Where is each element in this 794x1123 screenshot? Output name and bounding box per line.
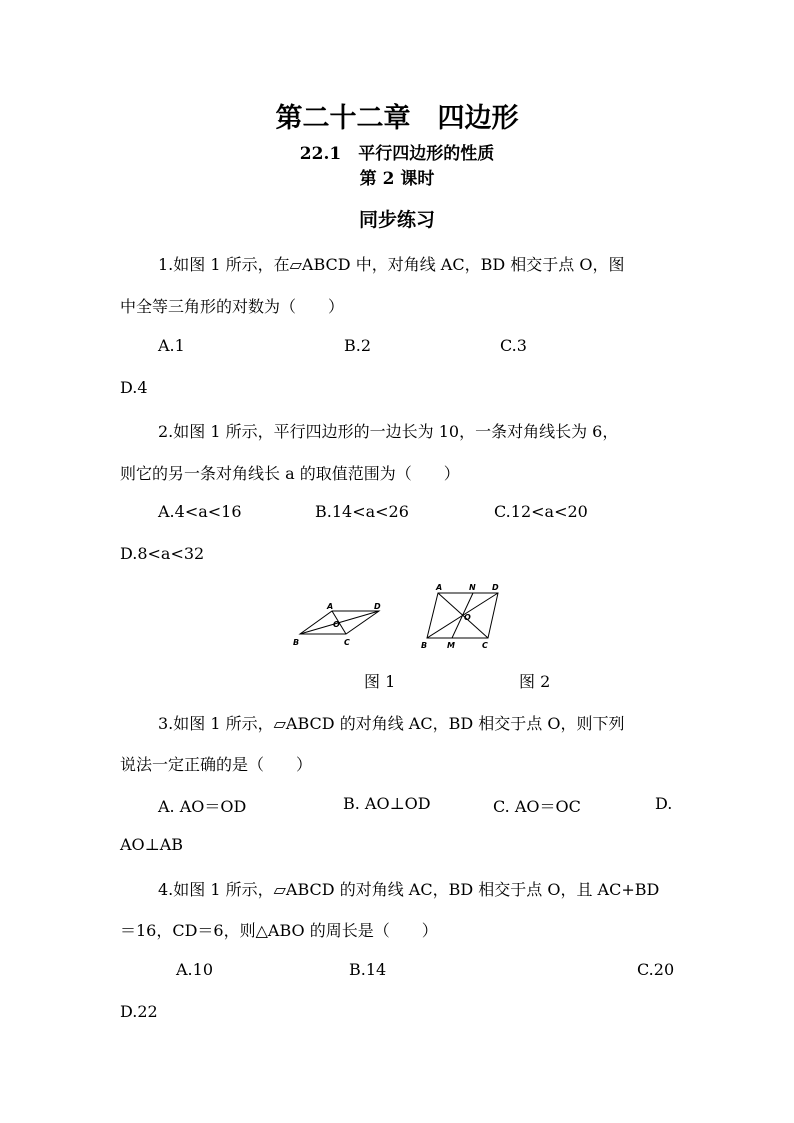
figure-2-label-o: O bbox=[464, 613, 471, 622]
question-1-option-a: A.1 bbox=[158, 336, 185, 355]
figure-1-label-d: D bbox=[374, 602, 381, 611]
figure-2-parallelogram bbox=[418, 582, 508, 652]
figure-1-caption: 图 1 bbox=[364, 672, 396, 691]
figure-2-label-n: N bbox=[469, 583, 476, 592]
figure-1-label-b: B bbox=[293, 638, 300, 647]
question-4-option-c: C.20 bbox=[637, 960, 675, 979]
question-3-line-1: 3.如图 1 所示，▱ABCD 的对角线 AC，BD 相交于点 O，则下列 bbox=[158, 714, 625, 733]
question-3-option-d-text: AO⊥AB bbox=[120, 835, 184, 854]
chapter-title: 第二十二章 四边形 bbox=[275, 103, 519, 134]
figure-2-caption: 图 2 bbox=[519, 672, 551, 691]
figure-2-label-a: A bbox=[436, 583, 443, 592]
figure-2-label-d: D bbox=[492, 583, 499, 592]
question-2-option-a: A.4<a<16 bbox=[158, 502, 242, 521]
question-1-option-b: B.2 bbox=[344, 336, 372, 355]
lesson-title: 第 2 课时 bbox=[359, 169, 435, 189]
question-2-option-d: D.8<a<32 bbox=[120, 544, 205, 563]
question-3-option-a: A. AO＝OD bbox=[158, 797, 247, 816]
figure-2-label-b: B bbox=[421, 641, 428, 650]
question-2-option-c: C.12<a<20 bbox=[494, 502, 588, 521]
question-1-line-2: 中全等三角形的对数为（ ） bbox=[120, 297, 345, 316]
section-title: 22.1 平行四边形的性质 bbox=[299, 144, 495, 164]
figure-1-label-a: A bbox=[327, 602, 334, 611]
question-1-option-d: D.4 bbox=[120, 378, 148, 397]
question-4-option-d: D.22 bbox=[120, 1002, 158, 1021]
question-4-line-2: ＝16，CD＝6，则△ABO 的周长是（ ） bbox=[120, 921, 438, 940]
figure-1-label-c: C bbox=[344, 638, 350, 647]
question-3-line-2: 说法一定正确的是（ ） bbox=[120, 755, 313, 774]
question-3-option-b: B. AO⊥OD bbox=[343, 794, 431, 813]
question-2-line-2: 则它的另一条对角线长 a 的取值范围为（ ） bbox=[120, 464, 460, 483]
question-3-option-c: C. AO＝OC bbox=[493, 797, 581, 816]
question-1-line-1: 1.如图 1 所示，在▱ABCD 中，对角线 AC，BD 相交于点 O，图 bbox=[158, 255, 625, 274]
figure-1-label-o: O bbox=[333, 620, 340, 629]
figure-2-label-c: C bbox=[482, 641, 488, 650]
question-4-option-b: B.14 bbox=[349, 960, 387, 979]
exercise-heading: 同步练习 bbox=[358, 209, 435, 231]
question-1-option-c: C.3 bbox=[500, 336, 527, 355]
question-4-option-a: A.10 bbox=[176, 960, 213, 979]
question-2-option-b: B.14<a<26 bbox=[315, 502, 409, 521]
question-2-line-1: 2.如图 1 所示，平行四边形的一边长为 10，一条对角线长为 6， bbox=[158, 422, 619, 441]
figure-2-label-m: M bbox=[447, 641, 455, 650]
question-4-line-1: 4.如图 1 所示，▱ABCD 的对角线 AC，BD 相交于点 O，且 AC+BD bbox=[158, 880, 660, 899]
figure-1-parallelogram bbox=[288, 598, 388, 650]
question-3-option-d-letter: D. bbox=[655, 794, 673, 813]
